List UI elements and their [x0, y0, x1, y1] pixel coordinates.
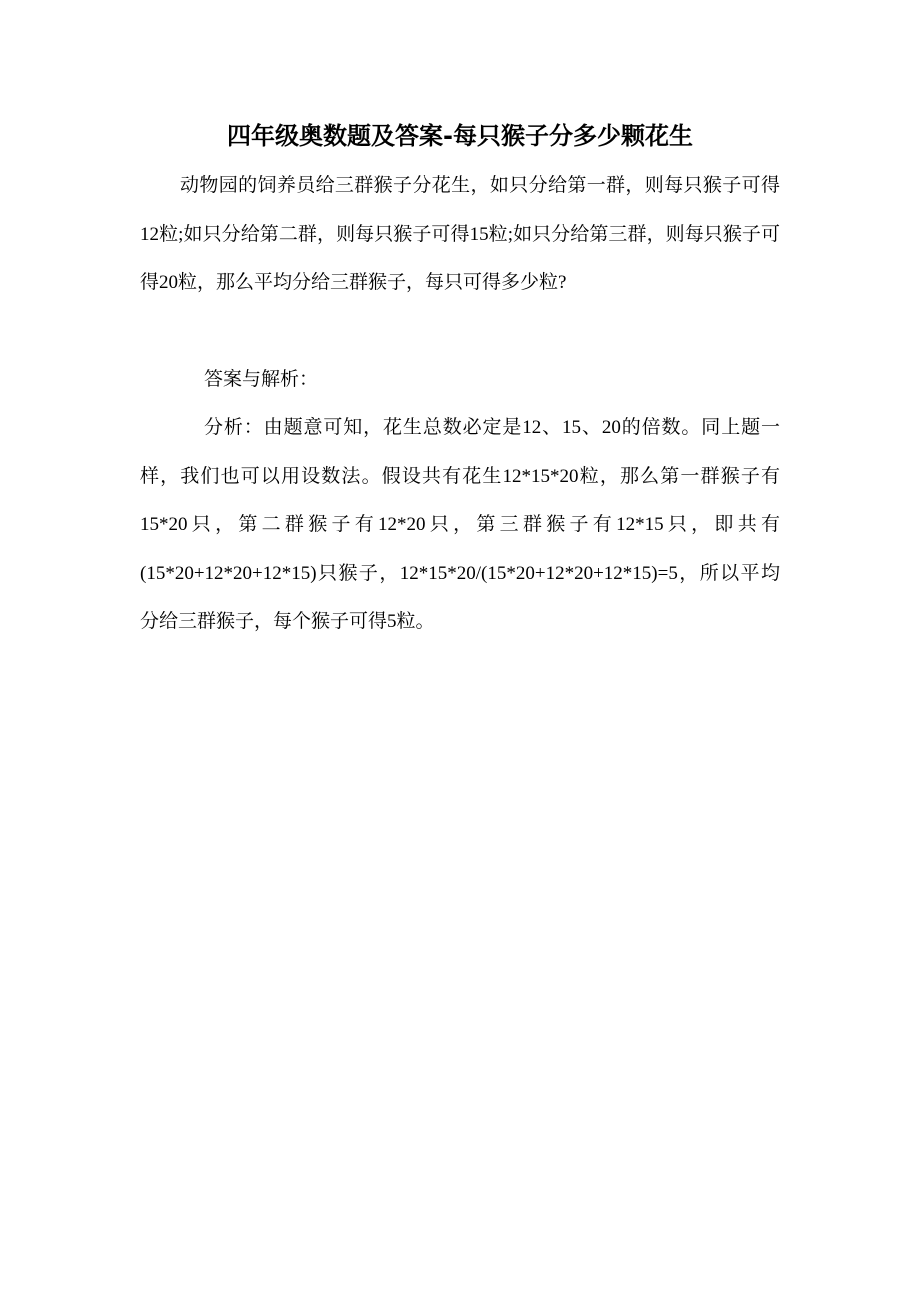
answer-heading: 答案与解析：	[204, 369, 319, 390]
analysis-paragraph: 分析：由题意可知，花生总数必定是12、15、20的倍数。同上题一样，我们也可以用设数法。假设共有花生12*15*20粒，那么第一群猴子有15*20只，第二群猴子有12*20只，第三群猴子有12*15只，即共有(15*20+12*20+12*15)只猴子，12*15*20/(15*20+12*20+12*15)=5，所以平均分给三群猴子，每个猴子可得5粒。	[140, 417, 780, 632]
document-title: 四年级奥数题及答案-每只猴子分多少颗花生	[227, 122, 693, 150]
question-paragraph: 动物园的饲养员给三群猴子分花生，如只分给第一群，则每只猴子可得12粒;如只分给第二群，则每只猴子可得15粒;如只分给第三群，则每只猴子可得20粒，那么平均分给三群猴子，每只可得多少粒?	[140, 175, 780, 293]
